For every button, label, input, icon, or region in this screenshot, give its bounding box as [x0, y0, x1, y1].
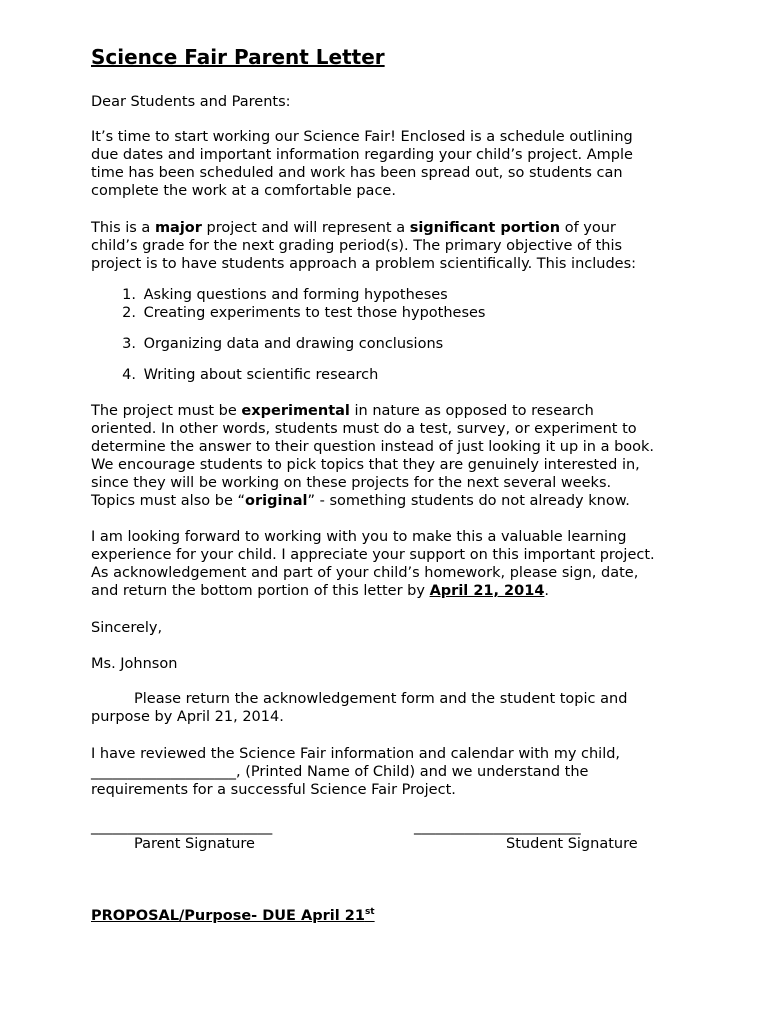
major-line-2: child’s grade for the next grading period(s). The primary objective of this: [91, 238, 623, 254]
experimental-line-3: determine the answer to their question instead of just looking it up in a book.: [91, 439, 655, 455]
closing-line-2: experience for your child. I appreciate your support on this important project.: [91, 547, 655, 563]
intro-line: time has been scheduled and work has been spread out, so students can: [91, 165, 623, 181]
intro-paragraph: [91, 128, 691, 200]
experimental-line-5: since they will be working on these projects for the next several weeks.: [91, 475, 612, 491]
experimental-line-4: We encourage students to pick topics that they are genuinely interested in,: [91, 457, 640, 473]
return-line-1: Please return the acknowledgement form and the student topic and: [134, 691, 628, 707]
major-line-1: This is a major project and will represent a significant portion of your: [91, 220, 616, 236]
due-date: April 21, 2014: [429, 583, 545, 599]
review-line-3: requirements for a successful Science Fair Project.: [91, 782, 456, 798]
emphasis-original: original: [245, 493, 308, 509]
review-line-1: I have reviewed the Science Fair information and calendar with my child,: [91, 746, 621, 762]
list-item: 3. Organizing data and drawing conclusions: [122, 336, 444, 352]
emphasis-experimental: experimental: [241, 403, 350, 419]
student-signature-line[interactable]: _______________________: [414, 819, 581, 835]
emphasis-significant-portion: significant portion: [409, 220, 561, 236]
signer-name: Ms. Johnson: [91, 656, 178, 672]
closing-line-3: As acknowledgement and part of your child’s homework, please sign, date,: [91, 565, 639, 581]
page-title: Science Fair Parent Letter: [91, 45, 385, 69]
experimental-line-6: Topics must also be “original” - something students do not already know.: [91, 493, 630, 509]
return-line-2: purpose by April 21, 2014.: [91, 709, 284, 725]
list-item: 2. Creating experiments to test those hypotheses: [122, 305, 486, 321]
list-item: 1. Asking questions and forming hypotheses: [122, 287, 448, 303]
experimental-paragraph: [91, 402, 691, 510]
intro-line: It’s time to start working our Science Fair! Enclosed is a schedule outlining: [91, 129, 633, 145]
parent-signature-line[interactable]: _________________________: [91, 819, 273, 835]
intro-line: due dates and important information regarding your child’s project. Ample: [91, 147, 633, 163]
experimental-line-2: oriented. In other words, students must do a test, survey, or experiment to: [91, 421, 637, 437]
sincerely: Sincerely,: [91, 620, 163, 636]
emphasis-major: major: [154, 220, 202, 236]
major-paragraph: [91, 219, 691, 273]
major-line-3: project is to have students approach a problem scientifically. This includes:: [91, 256, 637, 272]
closing-line-1: I am looking forward to working with you to make this a valuable learning: [91, 529, 627, 545]
closing-paragraph: [91, 528, 691, 600]
return-paragraph: [91, 690, 691, 726]
parent-signature-label: Parent Signature: [134, 836, 255, 852]
child-name-blank[interactable]: ____________________: [91, 764, 236, 780]
student-signature-label: Student Signature: [506, 836, 638, 852]
proposal-heading: PROPOSAL/Purpose- DUE April 21st: [91, 907, 375, 924]
experimental-line-1: The project must be experimental in nature as opposed to research: [91, 403, 594, 419]
review-line-2: ____________________, (Printed Name of Child) and we understand the: [91, 764, 589, 780]
list-item: 4. Writing about scientific research: [122, 367, 379, 383]
closing-line-4: and return the bottom portion of this letter by April 21, 2014.: [91, 583, 550, 599]
greeting: Dear Students and Parents:: [91, 94, 291, 110]
intro-line: complete the work at a comfortable pace.: [91, 183, 396, 199]
review-paragraph: [91, 745, 691, 799]
